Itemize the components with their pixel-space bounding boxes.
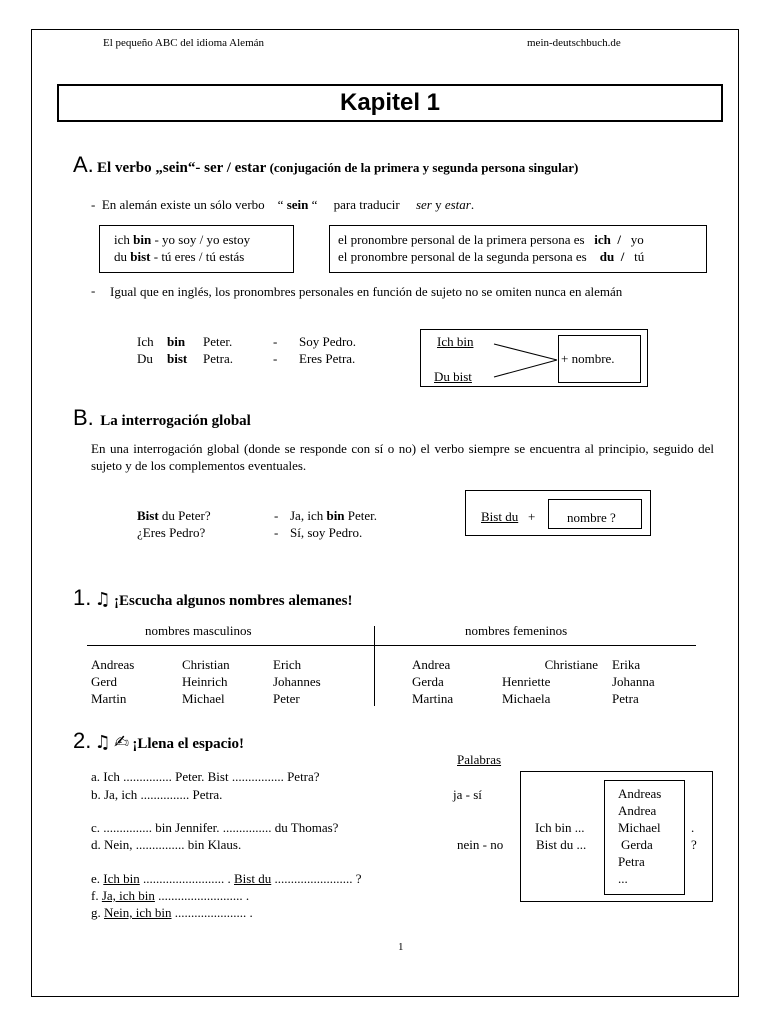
- line-letter: f.: [91, 888, 102, 903]
- table-row: [412, 690, 655, 707]
- exercise-line-c: c. ............... bin Jennifer. ............... du Thomas?: [91, 820, 339, 835]
- example-pron: Ich: [137, 334, 154, 349]
- example-verb: bin: [167, 334, 186, 349]
- masc-names-table: [91, 656, 321, 707]
- plus-sign: +: [527, 509, 536, 524]
- name-cell: Johannes: [273, 673, 321, 689]
- bullet-text: En alemán existe un sólo verbo: [101, 197, 265, 212]
- name-cell: Heinrich: [182, 673, 228, 689]
- section-a-bullet-2-dash: -: [91, 283, 96, 298]
- example-b-1: [137, 508, 377, 524]
- section-b-paragraph: En una interrogación global (donde se responde con sí o no) el verbo siempre se encuentra al principio, seguido del sujeto y de los complementos eventuales.: [91, 441, 714, 473]
- section-a-title: El verbo „sein“- ser / estar: [97, 160, 267, 176]
- table-row: [412, 673, 655, 690]
- example-b-answer: Ja, ich: [290, 508, 327, 523]
- line-prompt: Bist du: [234, 871, 272, 886]
- bullet-dash: -: [91, 197, 96, 212]
- line-blank: .......................... .: [154, 888, 250, 903]
- example-es: Eres Petra.: [299, 351, 356, 366]
- pronoun-es: tú: [634, 249, 645, 264]
- name-cell: Gerd: [91, 673, 117, 689]
- exercise-2-heading: [73, 728, 244, 754]
- example-b-question: du Peter?: [158, 508, 211, 523]
- bank-name: ...: [618, 871, 628, 886]
- example-b-2: [137, 525, 362, 541]
- pronoun-es: yo: [630, 232, 644, 247]
- name-cell: Peter: [273, 690, 300, 706]
- fem-header: nombres femeninos: [465, 623, 568, 638]
- word-ich-bin: Ich bin ...: [535, 820, 585, 835]
- conj-rest: - tú eres / tú estás: [150, 249, 245, 264]
- diagram-a-top: Ich bin: [437, 334, 474, 349]
- line-letter: g.: [91, 905, 104, 920]
- example-b-question: ¿Eres Pedro?: [137, 525, 206, 540]
- pronoun-row-1: [338, 232, 644, 248]
- pronoun-row-2: [338, 249, 644, 265]
- diagram-b: [465, 490, 651, 536]
- verb-sein: sein: [286, 197, 309, 212]
- word-ja-si: ja - sí: [453, 787, 482, 802]
- bank-name: Andreas: [618, 786, 662, 801]
- name-cell: Henriette: [502, 673, 551, 689]
- bank-name: Gerda: [621, 837, 653, 852]
- example-b-answer-verb: bin: [326, 508, 345, 523]
- name-cell: Johanna: [612, 673, 655, 689]
- quote-close: “: [311, 197, 318, 212]
- exercise-1-heading: [73, 585, 353, 611]
- section-a-bullet-2: Igual que en inglés, los pronombres personales en función de sujeto no se omiten nunca en alemán: [110, 284, 623, 299]
- line-blank: ...................... .: [171, 905, 253, 920]
- example-dash: -: [273, 351, 278, 366]
- music-icon: ♫: [94, 589, 111, 610]
- bank-dot: .: [691, 820, 695, 835]
- bank-name: Andrea: [618, 803, 657, 818]
- word-ser: ser: [415, 197, 432, 212]
- example-pron: Du: [137, 351, 153, 366]
- example-name: Petra.: [203, 351, 233, 366]
- plus-sign: +: [561, 351, 569, 366]
- name-cell: Andrea: [412, 656, 451, 672]
- exercise-line-g: [91, 905, 253, 921]
- exercise-2-title: ¡Llena el espacio!: [132, 736, 244, 752]
- line-blank: ........................ ?: [271, 871, 362, 886]
- diagram-b-target: [548, 499, 642, 529]
- conj-pron: du: [114, 249, 127, 264]
- bullet-dot: .: [470, 197, 475, 212]
- exercise-2-number: 2.: [73, 728, 92, 753]
- example-a-2: [137, 351, 355, 367]
- name-cell: Martina: [412, 690, 454, 706]
- name-cell: Petra: [612, 690, 639, 706]
- conj-pron: ich: [114, 232, 130, 247]
- example-dash: -: [273, 334, 278, 349]
- section-a-letter: A.: [73, 152, 94, 177]
- conj-row-2: [114, 249, 244, 265]
- example-b-dash: -: [274, 525, 279, 540]
- example-es: Soy Pedro.: [299, 334, 357, 349]
- name-cell: Michael: [182, 690, 225, 706]
- exercise-1-number: 1.: [73, 585, 92, 610]
- example-b-verb: Bist: [137, 508, 159, 523]
- table-row: [91, 673, 321, 690]
- exercise-1-title: ¡Escucha algunos nombres alemanes!: [114, 593, 353, 609]
- name-cell: Andreas: [91, 656, 135, 672]
- word-bank-box: [520, 771, 713, 902]
- conj-row-1: [114, 232, 250, 248]
- diagram-b-target-label: nombre ?: [567, 510, 616, 525]
- pronoun-slash: /: [617, 232, 622, 247]
- table-row: [412, 656, 655, 673]
- bullet-mid: para traducir: [333, 197, 400, 212]
- bank-name: Petra: [618, 854, 645, 869]
- exercise-line-e: [91, 871, 362, 887]
- bank-name: Michael: [618, 820, 661, 835]
- pronoun-text: el pronombre personal de la primera persona es: [338, 232, 585, 247]
- names-rule: [87, 645, 696, 646]
- pronoun-text: el pronombre personal de la segunda persona es: [338, 249, 587, 264]
- example-a-1: [137, 334, 356, 350]
- name-cell: Christiane: [544, 656, 598, 672]
- writing-hand-icon: ✍: [114, 732, 130, 753]
- pronoun-slash: /: [620, 249, 625, 264]
- word-nein-no: nein - no: [457, 837, 504, 852]
- line-prompt: Ja, ich bin: [101, 888, 155, 903]
- word-estar: estar: [444, 197, 471, 212]
- exercise-line-d: d. Nein, ............... bin Klaus.: [91, 837, 242, 852]
- diagram-a-bottom: Du bist: [434, 369, 472, 384]
- section-b-heading: [73, 405, 251, 431]
- example-verb: bist: [167, 351, 188, 366]
- example-b-dash: -: [274, 508, 279, 523]
- chapter-title: Kapitel 1: [57, 84, 723, 122]
- header-right: mein-deutschbuch.de: [527, 37, 621, 49]
- line-prompt: Ich bin: [103, 871, 140, 886]
- page-number: 1: [398, 941, 404, 953]
- line-blank: ......................... .: [139, 871, 234, 886]
- fem-names-table: [412, 656, 655, 707]
- name-cell: Erika: [612, 656, 641, 672]
- name-cell: Martin: [91, 690, 127, 706]
- bank-question: ?: [691, 837, 697, 852]
- diagram-b-left: [481, 509, 535, 525]
- exercise-line-a: a. Ich ............... Peter. Bist ................ Petra?: [91, 769, 320, 784]
- word-bank-names: [604, 780, 685, 895]
- diagram-b-label: Bist du: [481, 509, 519, 524]
- table-row: [91, 656, 321, 673]
- line-letter: e.: [91, 871, 104, 886]
- word-y: y: [435, 197, 442, 212]
- conj-verb: bin: [133, 232, 152, 247]
- example-b-answer: Sí, soy Pedro.: [290, 525, 363, 540]
- masc-header: nombres masculinos: [145, 623, 252, 638]
- word-bist-du: Bist du ...: [536, 837, 587, 852]
- example-b-answer-end: Peter.: [344, 508, 378, 523]
- example-name: Peter.: [203, 334, 233, 349]
- quote-open: “: [277, 197, 284, 212]
- section-b-letter: B.: [73, 405, 94, 430]
- conj-verb: bist: [130, 249, 151, 264]
- section-a-heading: [73, 152, 578, 178]
- section-a-bullet-1: [91, 197, 474, 213]
- palabras-label: Palabras: [457, 752, 502, 767]
- pronoun-de: du: [599, 249, 615, 264]
- names-divider: [374, 626, 375, 706]
- diagram-a-target: [558, 335, 641, 383]
- name-cell: Gerda: [412, 673, 444, 689]
- pronoun-de: ich: [594, 232, 611, 247]
- line-prompt: Nein, ich bin: [104, 905, 172, 920]
- exercise-line-f: [91, 888, 249, 904]
- name-cell: Michaela: [502, 690, 551, 706]
- diagram-a-target-text: [561, 351, 615, 367]
- section-b-title: La interrogación global: [100, 413, 251, 429]
- pronoun-box: [329, 225, 707, 273]
- table-row: [91, 690, 321, 707]
- section-a-subtitle: (conjugación de la primera y segunda persona singular): [269, 160, 579, 175]
- conjugation-box: [99, 225, 294, 273]
- exercise-line-b: b. Ja, ich ............... Petra.: [91, 787, 223, 802]
- music-icon: ♫: [94, 732, 111, 753]
- conj-rest: - yo soy / yo estoy: [151, 232, 251, 247]
- diagram-a-target-label: nombre.: [571, 351, 615, 366]
- diagram-a: [420, 329, 648, 387]
- name-cell: Christian: [182, 656, 230, 672]
- header-left: El pequeño ABC del idioma Alemán: [103, 37, 265, 49]
- name-cell: Erich: [273, 656, 302, 672]
